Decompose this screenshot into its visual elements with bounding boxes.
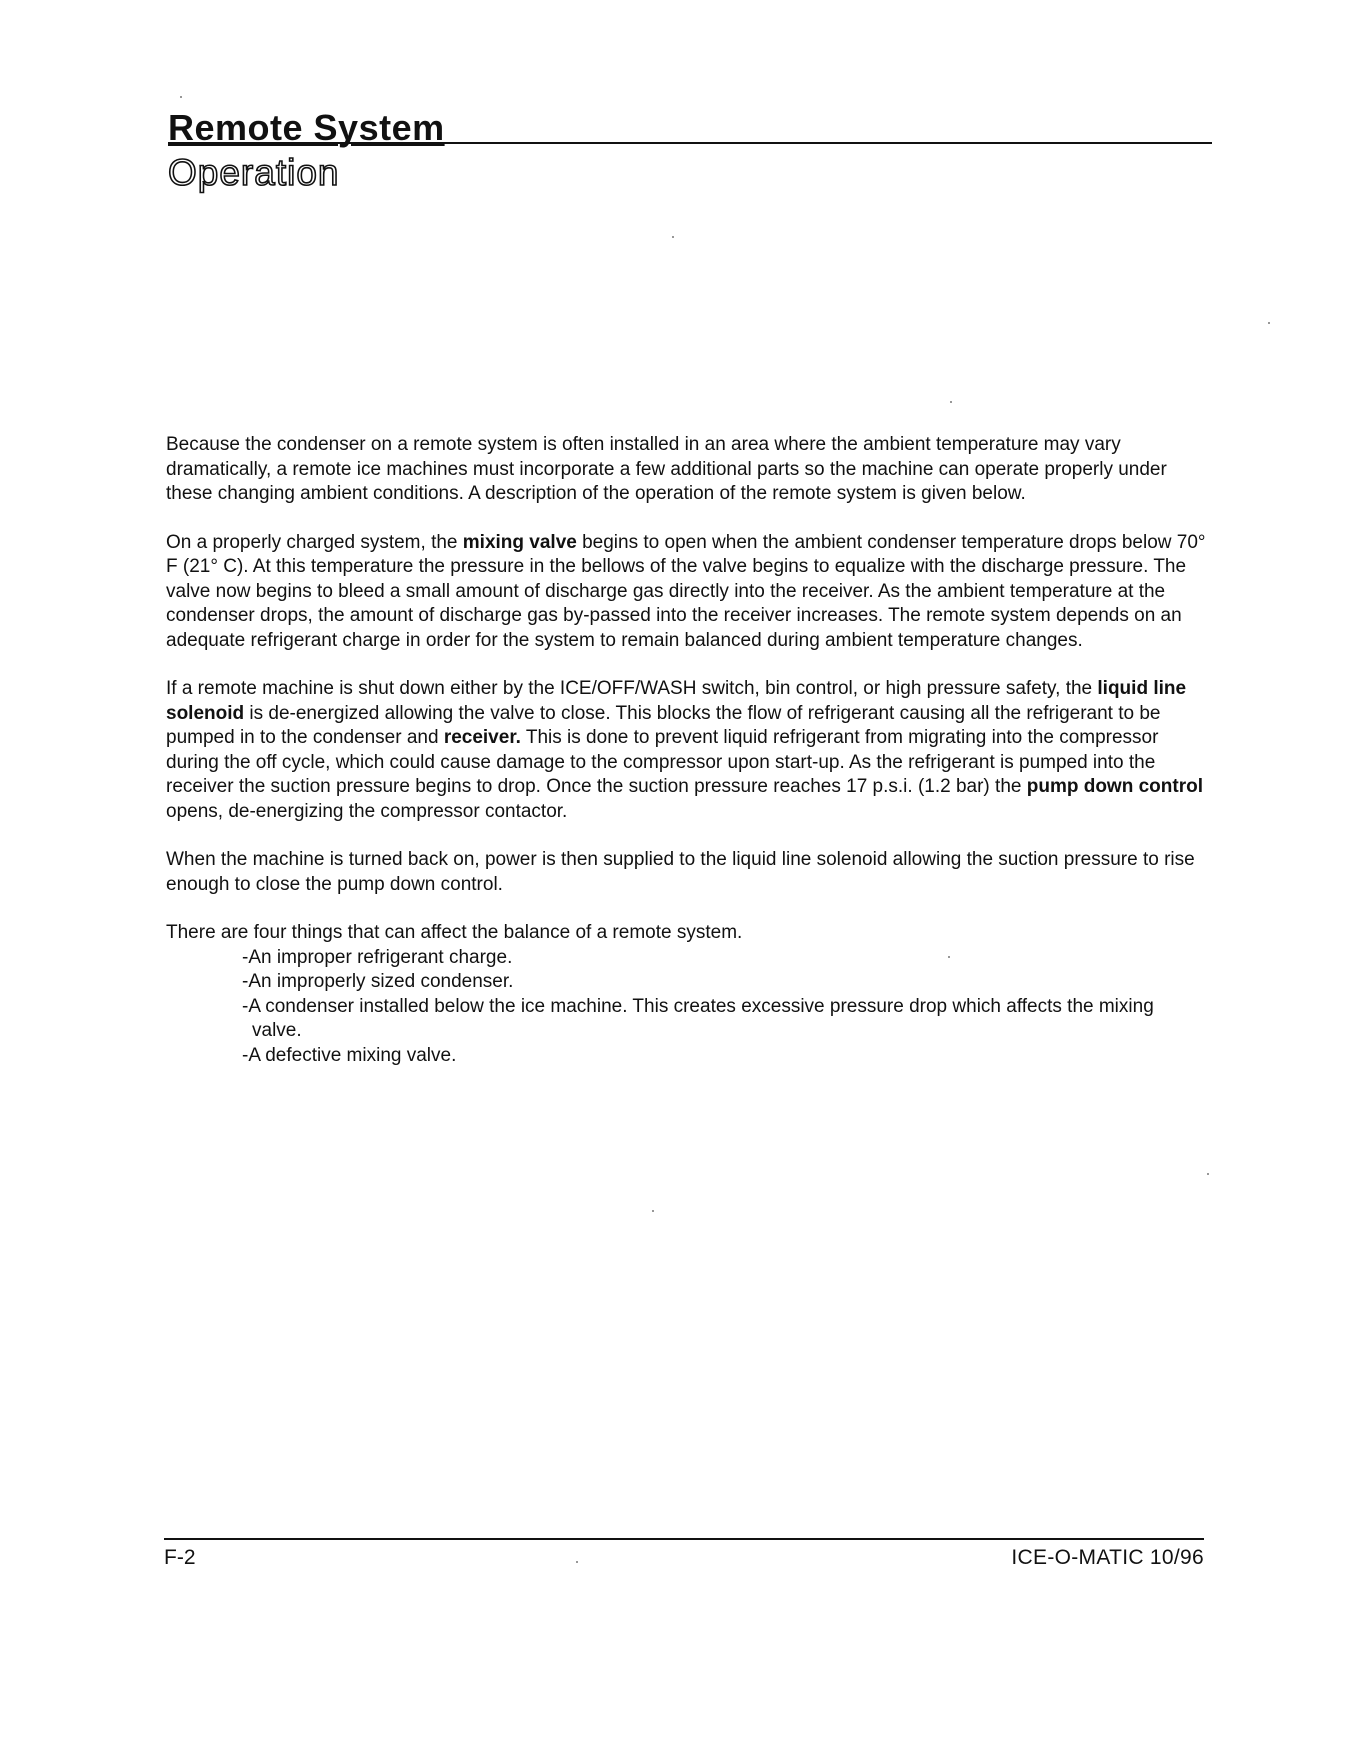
scan-speck (576, 1561, 578, 1563)
paragraph-mixing-valve (166, 531, 1214, 654)
term-mixing-valve: mixing valve (462, 531, 577, 553)
page-header (168, 100, 1212, 194)
page-title: Remote System (168, 107, 445, 148)
list-item: -A condenser installed below the ice machine. This creates excessive pressure drop which affects the mixing valve. (242, 995, 1154, 1041)
footer-publisher-date: ICE-O-MATIC 10/96 (1011, 1546, 1204, 1569)
paragraph-shutdown (166, 677, 1214, 824)
balance-factors-list (242, 946, 1214, 1069)
paragraph-intro: Because the condenser on a remote system is often installed in an area where the ambient temperature may vary dramatically, a remote ice machines must incorporate a few additional parts so the machine can operate properly under these changing ambient conditions. A description of the operation of the remote system is given below. (166, 434, 1167, 504)
page-number: F-2 (164, 1546, 196, 1569)
text-run: On a properly charged system, the (166, 531, 463, 553)
scan-speck (950, 401, 952, 403)
paragraph-restart: When the machine is turned back on, power is then supplied to the liquid line solenoid allowing the suction pressure to rise enough to close the pump down control. (166, 849, 1195, 895)
scan-speck (180, 96, 182, 98)
scan-speck (672, 236, 674, 238)
scan-speck (1268, 322, 1270, 324)
title-rule (168, 100, 1212, 148)
term-receiver: receiver. (443, 727, 521, 748)
text-run: is de-energized allowing the valve to close. This blocks the flow of refrigerant causing all the refrigerant to be pumped in to the condenser and (166, 702, 1161, 748)
scan-speck (948, 956, 950, 958)
text-run: opens, de-energizing the compressor contactor. (166, 800, 568, 822)
list-item: -A defective mixing valve. (242, 1044, 457, 1066)
list-item: -An improperly sized condenser. (242, 971, 514, 992)
text-run: This is done to prevent liquid refrigerant from migrating into the compressor during the off cycle, which could cause damage to the compressor upon start-up. As the refrigerant is pumped into the receiver the suction pressure begins to drop. Once the suction pressure reaches 17 p.s.i. (1.2 bar) the (166, 727, 1159, 797)
scan-speck (1207, 1173, 1209, 1175)
scan-speck (652, 1210, 654, 1212)
term-pump-down-control: pump down control (1026, 776, 1203, 797)
page-subtitle: Operation (168, 152, 340, 193)
term-liquid-line-solenoid: liquid line solenoid (166, 678, 1187, 724)
paragraph-balance-intro: There are four things that can affect the balance of a remote system. (166, 922, 743, 943)
page-footer (164, 1538, 1204, 1580)
list-item: -An improper refrigerant charge. (242, 946, 513, 968)
page-body (166, 433, 1214, 1068)
text-run: If a remote machine is shut down either by the ICE/OFF/WASH switch, bin control, or high pressure safety, the (166, 678, 1098, 699)
text-run: begins to open when the ambient condenser temperature drops below 70° F (21° C). At this temperature the pressure in the bellows of the valve begins to equalize with the discharge pressure. The valve now begins to bleed a small amount of discharge gas directly into the receiver. As the ambient temperature at the condenser drops, the amount of discharge gas by-passed into the receiver increases. The remote system depends on an adequate refrigerant charge in order for the system to remain balanced during ambient temperature changes. (166, 531, 1206, 651)
